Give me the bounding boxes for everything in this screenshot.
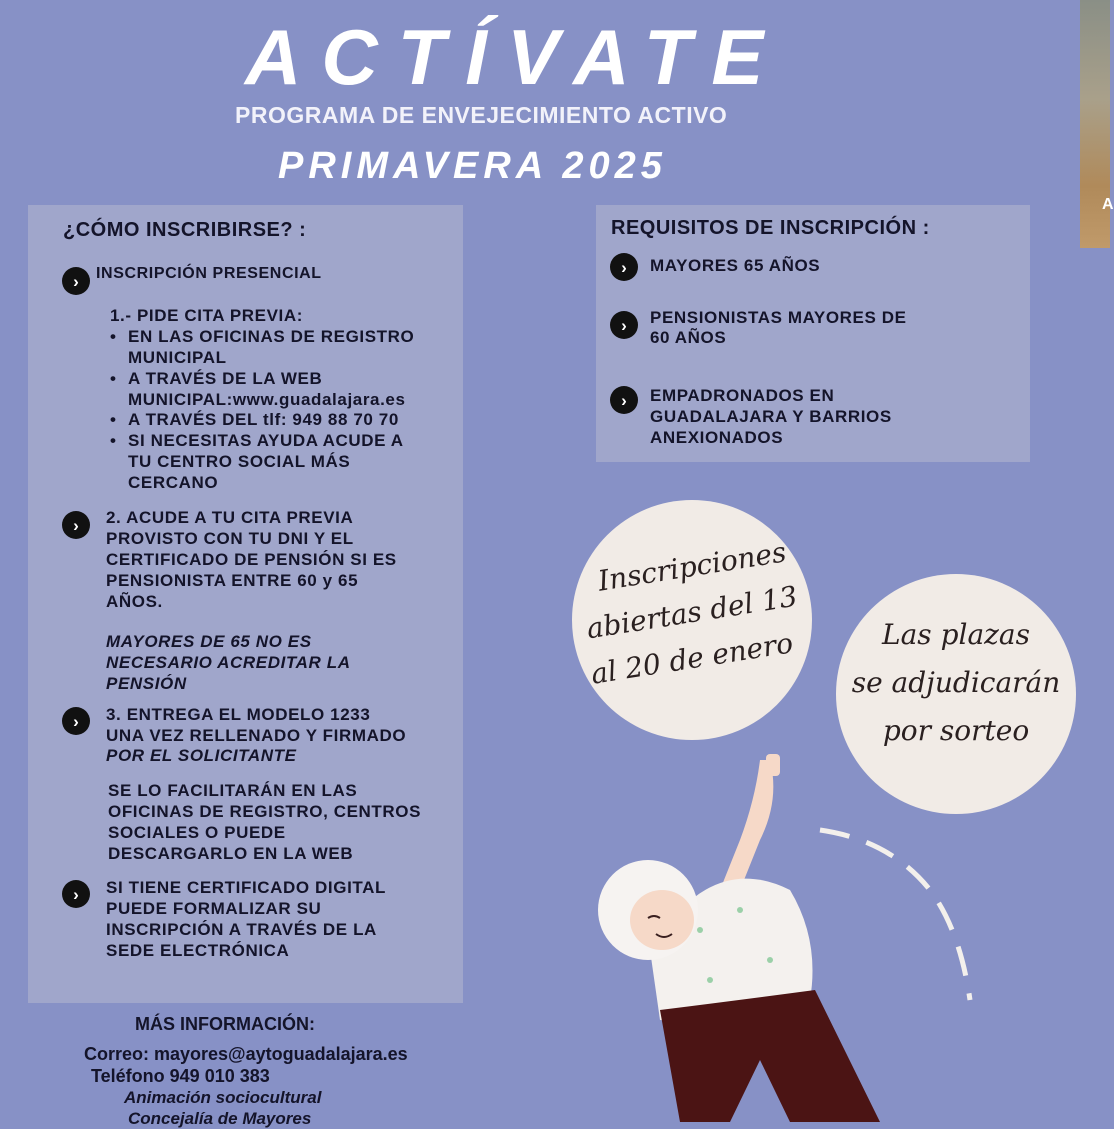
step3-line-2: UNA VEZ RELLENADO Y FIRMADO xyxy=(106,726,407,745)
requirements-heading: REQUISITOS DE INSCRIPCIÓN : xyxy=(611,217,930,239)
requirements-panel xyxy=(596,205,1030,462)
chevron-right-icon: › xyxy=(62,511,90,539)
trousers xyxy=(660,990,880,1122)
lottery-line-1: Las plazas xyxy=(882,618,1030,651)
contact-email: Correo: mayores@aytoguadalajara.es xyxy=(84,1044,408,1064)
org-line-2: Concejalía de Mayores xyxy=(128,1109,312,1128)
hand xyxy=(766,754,780,776)
org-line-1: Animación sociocultural xyxy=(124,1088,322,1107)
chevron-right-icon: › xyxy=(62,267,90,295)
season-label: PRIMAVERA 2025 xyxy=(278,145,667,187)
shirt-dot xyxy=(737,907,743,913)
step4-line-3: INSCRIPCIÓN A TRAVÉS DE LA xyxy=(106,920,377,939)
bullet-dot: • xyxy=(110,327,116,346)
step2-line-3: CERTIFICADO DE PENSIÓN SI ES xyxy=(106,550,397,569)
dates-line-1: Inscripciones xyxy=(595,535,789,598)
step1-bullet-2b: MUNICIPAL:www.guadalajara.es xyxy=(128,390,406,409)
page-title: ACTÍVATE xyxy=(245,13,784,101)
chevron-right-icon: › xyxy=(62,707,90,735)
step2-line-2: PROVISTO CON TU DNI Y EL xyxy=(106,529,354,548)
step2-note-1: MAYORES DE 65 NO ES xyxy=(106,632,312,651)
step4-line-2: PUEDE FORMALIZAR SU xyxy=(106,899,322,918)
step3-note-3: SOCIALES O PUEDE xyxy=(108,823,286,842)
step3-line-1: 3. ENTREGA EL MODELO 1233 xyxy=(106,705,371,724)
step1-bullet-4a: SI NECESITAS AYUDA ACUDE A xyxy=(128,431,404,450)
stretching-woman-illustration xyxy=(590,740,1010,1122)
chevron-right-icon: › xyxy=(610,386,638,414)
step4-line-1: SI TIENE CERTIFICADO DIGITAL xyxy=(106,878,386,897)
lottery-line-2: se adjudicarán xyxy=(851,666,1061,699)
step1-bullet-1b: MUNICIPAL xyxy=(128,348,227,367)
how-to-heading: ¿CÓMO INSCRIBIRSE? : xyxy=(63,219,307,241)
step3-note-4: DESCARGARLO EN LA WEB xyxy=(108,844,354,863)
program-subtitle: PROGRAMA DE ENVEJECIMIENTO ACTIVO xyxy=(235,102,728,128)
raised-arm xyxy=(720,760,773,890)
chevron-right-icon: › xyxy=(610,311,638,339)
side-photo xyxy=(1080,0,1114,248)
requirement-2b: 60 AÑOS xyxy=(650,328,727,347)
step3-note-2: OFICINAS DE REGISTRO, CENTROS xyxy=(108,802,422,821)
step1-bullet-4b: TU CENTRO SOCIAL MÁS xyxy=(128,452,351,471)
dates-line-2: abiertas del 13 xyxy=(584,579,800,646)
shirt-dot xyxy=(767,957,773,963)
contact-phone: Teléfono 949 010 383 xyxy=(91,1066,270,1086)
requirement-3a: EMPADRONADOS EN xyxy=(650,386,835,405)
requirement-3c: ANEXIONADOS xyxy=(650,428,784,447)
step1-title: 1.- PIDE CITA PREVIA: xyxy=(110,306,304,325)
more-info-heading: MÁS INFORMACIÓN: xyxy=(135,1014,315,1034)
motion-arc xyxy=(820,830,970,1000)
step2-note-3: PENSIÓN xyxy=(106,674,187,693)
step1-bullet-4c: CERCANO xyxy=(128,473,219,492)
step1-bullet-2a: A TRAVÉS DE LA WEB xyxy=(128,369,323,388)
shirt-dot xyxy=(707,977,713,983)
photo-fragment: A xyxy=(1102,196,1114,213)
chevron-right-icon: › xyxy=(62,880,90,908)
bullet-dot: • xyxy=(110,410,116,429)
chevron-right-icon: › xyxy=(610,253,638,281)
step3-note-1: SE LO FACILITARÁN EN LAS xyxy=(108,781,358,800)
step4-line-4: SEDE ELECTRÓNICA xyxy=(106,941,290,960)
step1-bullet-1a: EN LAS OFICINAS DE REGISTRO xyxy=(128,327,415,346)
step2-line-1: 2. ACUDE A TU CITA PREVIA xyxy=(106,508,354,527)
face xyxy=(630,890,694,950)
lottery-line-3: por sorteo xyxy=(882,714,1030,747)
dates-line-3: al 20 de enero xyxy=(588,626,796,691)
how-to-panel xyxy=(28,205,463,1003)
presencial-label: INSCRIPCIÓN PRESENCIAL xyxy=(96,265,322,282)
step1-bullet-3: A TRAVÉS DEL tlf: 949 88 70 70 xyxy=(128,410,399,429)
step2-line-5: AÑOS. xyxy=(106,592,163,611)
shirt-dot xyxy=(697,927,703,933)
requirement-3b: GUADALAJARA Y BARRIOS xyxy=(650,407,892,426)
step2-note-2: NECESARIO ACREDITAR LA xyxy=(106,653,351,672)
bullet-dot: • xyxy=(110,369,116,388)
requirement-2a: PENSIONISTAS MAYORES DE xyxy=(650,308,907,327)
step2-line-4: PENSIONISTA ENTRE 60 y 65 xyxy=(106,571,359,590)
bullet-dot: • xyxy=(110,431,116,450)
step3-line-3: POR EL SOLICITANTE xyxy=(106,746,297,765)
requirement-1: MAYORES 65 AÑOS xyxy=(650,256,821,275)
